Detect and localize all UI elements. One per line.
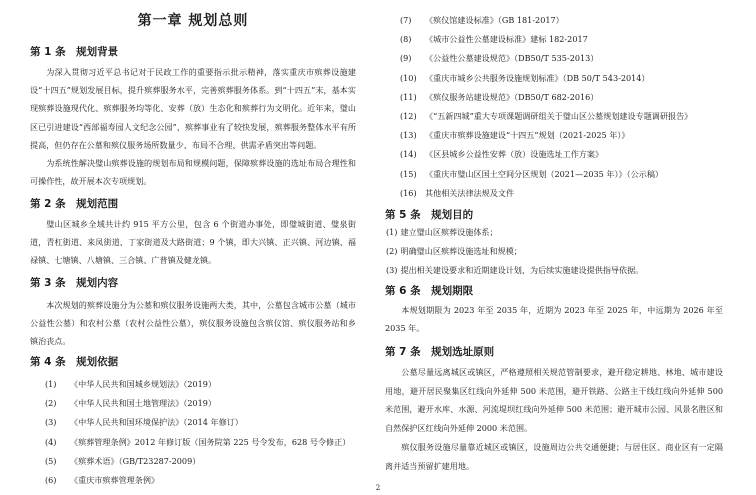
reference-list-left bbox=[45, 375, 350, 490]
list-item-number: (1) bbox=[386, 227, 398, 237]
section-2-paragraph: 璧山区城乡全域共计约 915 平方公里，包含 6 个街道办事处，即璧城街道、璧泉街道，青杠街道、来凤街道、丁家街道及大路街道；9 个镇，即大兴镇、正兴镇、河边镇、福禄镇、七塘镇、八塘镇、三合镇、广普镇及健龙镇。 bbox=[30, 219, 356, 266]
list-item-text: 其他相关法律法规及文件 bbox=[425, 187, 515, 198]
list-item bbox=[400, 107, 692, 126]
list-item-text: 《区县城乡公益性安葬（放）设施选址工作方案》 bbox=[425, 149, 604, 160]
section-2-heading: 第 2 条 规划范围 bbox=[30, 198, 119, 210]
list-item-number: (6) bbox=[45, 475, 57, 486]
list-item bbox=[400, 49, 692, 68]
list-item-text: 《中华人民共和国土地管理法》（2019） bbox=[70, 398, 217, 409]
list-item bbox=[45, 452, 350, 471]
chapter-title: 第一章 规划总则 bbox=[137, 13, 249, 29]
section-6-body bbox=[385, 301, 723, 337]
list-item bbox=[400, 69, 692, 88]
section-3-body bbox=[30, 296, 356, 351]
section-1-heading: 第 1 条 规划背景 bbox=[30, 46, 119, 58]
list-item-text: 《中华人民共和国环境保护法》（2014 年修订） bbox=[70, 417, 243, 428]
list-item bbox=[400, 88, 692, 107]
list-item-number: (11) bbox=[400, 91, 417, 102]
list-item-number: (14) bbox=[400, 149, 417, 160]
list-item-number: (16) bbox=[400, 187, 417, 198]
section-7-paragraph: 殡仪服务设施尽量靠近城区或镇区，设施周边公共交通便捷；与居住区、商业区有一定隔离并适当预留扩建用地。 bbox=[385, 441, 723, 471]
list-item-number: (3) bbox=[386, 265, 398, 275]
section-4-heading: 第 4 条 规划依据 bbox=[30, 356, 119, 368]
list-item bbox=[386, 242, 643, 261]
section-7-body bbox=[385, 363, 723, 475]
list-item-text: 《殡仪服务站建设规范》（DB50/T 682-2016） bbox=[425, 91, 599, 102]
list-item-number: (2) bbox=[386, 246, 398, 256]
list-item bbox=[400, 30, 692, 49]
list-item bbox=[45, 375, 350, 394]
list-item-number: (12) bbox=[400, 111, 417, 122]
list-item-number: (7) bbox=[400, 15, 412, 25]
list-item-text: 《重庆市殡葬设施建设“十四五”规划（2021-2025 年）》 bbox=[425, 130, 630, 141]
list-item bbox=[400, 165, 692, 184]
list-item bbox=[400, 11, 692, 30]
list-item-number: (15) bbox=[400, 168, 417, 179]
list-item-number: (5) bbox=[45, 455, 57, 466]
section-3-heading: 第 3 条 规划内容 bbox=[30, 277, 119, 289]
section-7-paragraph: 公墓尽量远离城区或镇区，严格遵照相关规范管制要求，避开稳定耕地、林地、城市建设用地，避开居民聚集区红线向外延伸 500 米范围，避开铁路、公路主干线红线向外延伸 500 米范围，避开水库、水源、河流堤坝红线向外延伸 500 米范围；避开城市公园、风景名胜区和自然保护区红线向外延伸 2000 米范围。 bbox=[385, 367, 723, 434]
list-item-text: 《殡仪馆建设标准》（GB 181-2017） bbox=[425, 15, 564, 25]
list-item-number: (2) bbox=[45, 398, 57, 409]
list-item-number: (9) bbox=[400, 53, 412, 64]
list-item-text: 《“五新四城”重大专项课题调研组关于璧山区公墓规划建设专题调研报告》 bbox=[425, 111, 693, 122]
section-2-body bbox=[30, 215, 356, 270]
purpose-list bbox=[386, 223, 643, 280]
list-item bbox=[386, 261, 643, 280]
list-item bbox=[45, 394, 350, 413]
list-item-number: (8) bbox=[400, 34, 412, 45]
list-item-text: 《中华人民共和国城乡规划法》（2019） bbox=[70, 379, 217, 389]
list-item-text: 《城市公益性公墓建设标准》建标 182-2017 bbox=[425, 34, 588, 45]
page-number: 2 bbox=[375, 484, 381, 492]
list-item bbox=[386, 223, 643, 242]
list-item-text: 《殡葬管理条例》2012 年修订版（国务院第 225 号令发布，628 号令修正） bbox=[70, 436, 351, 447]
list-item-text: 《公益性公墓建设规范》（DB50/T 535-2013） bbox=[425, 53, 599, 64]
list-item bbox=[45, 433, 350, 452]
list-item bbox=[400, 184, 692, 203]
reference-list-right bbox=[400, 11, 692, 203]
list-item-text: 《殡葬术语》（GB/T23287-2009） bbox=[70, 455, 201, 466]
list-item-text: 《重庆市殡葬管理条例》 bbox=[70, 475, 160, 486]
list-item-number: (13) bbox=[400, 130, 417, 141]
list-item bbox=[400, 145, 692, 164]
list-item-number: (10) bbox=[400, 72, 417, 83]
list-item-text: 明确璧山区殡葬设施选址和规模； bbox=[400, 246, 522, 256]
section-7-heading: 第 7 条 规划选址原则 bbox=[385, 346, 495, 358]
section-5-heading: 第 5 条 规划目的 bbox=[385, 209, 474, 221]
section-3-paragraph: 本次规划的殡葬设施分为公墓和殡仪服务设施两大类，其中，公墓包含城市公墓（城市公益性公墓）和农村公墓（农村公益性公墓），殡仪服务设施包含殡仪馆、殡仪服务站和乡镇治丧点。 bbox=[30, 300, 356, 347]
list-item-text: 提出相关建设要求和近期建设计划，为后续实施建设提供指导依据。 bbox=[400, 265, 644, 275]
list-item-number: (1) bbox=[45, 379, 57, 389]
section-1-paragraph: 为系统性解决璧山殡葬设施的规划布局和规模问题，保障殡葬设施的选址布局合理性和可操作性，故开展本次专项规划。 bbox=[30, 158, 356, 187]
section-6-paragraph: 本规划期限为 2023 年至 2035 年，近期为 2023 年至 2025 年，中远期为 2026 年至 2035 年。 bbox=[385, 305, 723, 334]
list-item-text: 《重庆市璧山区国土空间分区规划（2021—2035 年）》（公示稿） bbox=[425, 168, 664, 179]
list-item bbox=[45, 413, 350, 432]
list-item-number: (3) bbox=[45, 417, 57, 428]
section-6-heading: 第 6 条 规划期限 bbox=[385, 285, 474, 297]
list-item bbox=[45, 471, 350, 490]
list-item-text: 《重庆市城乡公共服务设施规划标准》（DB 50/T 543-2014） bbox=[425, 72, 650, 83]
list-item-number: (4) bbox=[45, 436, 57, 447]
list-item bbox=[400, 126, 692, 145]
section-1-body bbox=[30, 63, 356, 190]
list-item-text: 建立璧山区殡葬设施体系； bbox=[400, 227, 498, 237]
section-1-paragraph: 为深入贯彻习近平总书记对于民政工作的重要指示批示精神，落实重庆市殡葬设施建设“十四五”规划发展目标，提升殡葬服务水平，完善殡葬服务体系。到“十四五”末，基本实现殡葬设施现代化、殡葬服务均等化、安葬（放）生态化和殡葬行为文明化。近年来，璧山区已引进建设“西部福寿园人文纪念公园”，殡葬事业有了较快发展，殡葬服务整体水平有所提高，但仍存在公墓和殡仪服务场所数量少、布局不合理、供需矛盾突出等问题。 bbox=[30, 67, 356, 150]
